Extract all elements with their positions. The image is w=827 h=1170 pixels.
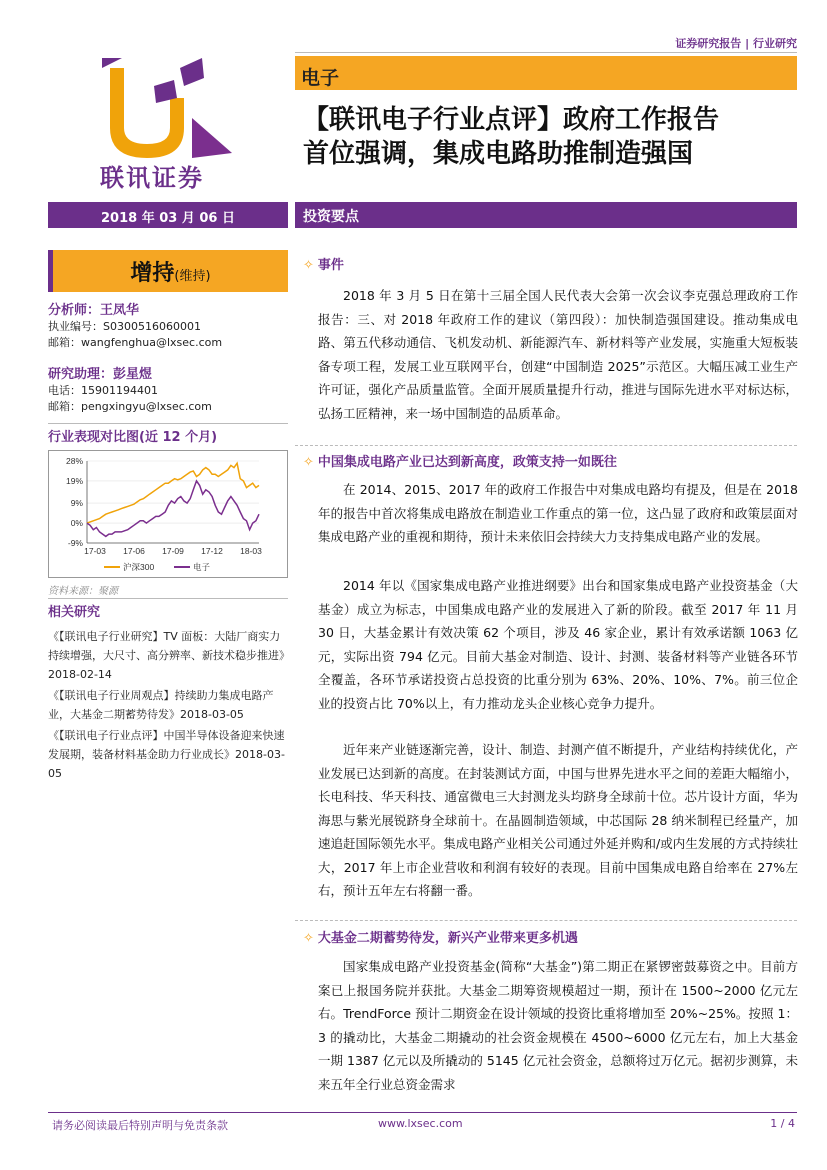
x-tick-label: 17-09 [162,546,184,556]
header-divider [295,52,797,53]
footer-disclaimer[interactable]: 请务必阅读最后特别声明与免责条款 [52,1119,228,1132]
legend-label: 沪深300 [123,562,155,572]
section-divider [295,445,797,446]
paragraph-text: 2014 年以《国家集成电路产业推进纲要》出台和国家集成电路产业投资基金（大基金）成立为标志，中国集成电路产业的发展进入了新的阶段。截至 2017 年 11 月 30 日，大基金累计有效决策 62 个项目，涉及 46 家企业，累计有效承诺额 1063 亿元，实际出资 794 亿元。目前大基金对制造、设计、封测、装备材料等产业链各环节全覆盖，各环节承诺投资占总投资的比重分别为 63%、20%、10%、7%。前三位企业的投资占比 70%以上，有力推动龙头企业核心竞争力提升。 [318,578,798,711]
x-tick-label: 18-03 [240,546,262,556]
related-research [48,605,288,785]
heading-ic-level [303,451,798,470]
analyst-email: 邮箱：wangfenghua@lxsec.com [48,336,223,349]
assistant-name: 研究助理：彭星煜 [48,367,153,382]
legend-label: 电子 [193,562,211,572]
title-line-1: 【联讯电子行业点评】政府工作报告 [303,105,720,135]
footer-website[interactable]: www.lxsec.com [378,1117,463,1130]
paragraph-text: 2018 年 3 月 5 日在第十三届全国人民代表大会第一次会议李克强总理政府工作报告：三、对 2018 年政府工作的建议（第四段）：加快制造强国建设。推动集成电路、第五代移动通信、飞机发动机、新能源汽车、新材料等产业发展，实施重大短板装备专项工程，发展工业互联网平台，创建“中国制造 2025”示范区。大幅压减工业生产许可证，强化产品质量监管。全面开展质量提升行动，推进与国际先进水平对标达标，弘扬工匠精神，来一场中国制造的品质革命。 [318,288,798,421]
report-type-tag: 证券研究报告 | 行业研究 [675,37,797,50]
paragraph [318,955,798,1096]
section-divider [295,920,797,921]
report-date: 2018 年 03 月 06 日 [48,202,288,228]
x-tick-label: 17-06 [123,546,145,556]
sidebar-divider-2 [48,598,288,599]
section-ic-level [303,451,798,470]
y-tick-label: 28% [65,456,83,466]
related-item[interactable]: 《【联讯电子行业周观点】持续助力集成电路产业，大基金二期蓄势待发》2018-03-05 [48,689,274,721]
x-tick-label: 17-03 [84,546,106,556]
footer-page-number: 1 / 4 [770,1117,795,1130]
diamond-bullet-icon: ✧ [303,931,314,946]
heading-event [303,254,798,273]
chart-source: 资料来源：聚源 [48,586,118,597]
analyst-id: 执业编号：S0300516060001 [48,320,201,333]
analyst-info [48,303,288,351]
performance-chart [48,450,288,578]
y-tick-label: 19% [65,475,83,486]
section-fund-phase2 [303,927,798,946]
analyst-name: 分析师：王凤华 [48,303,140,318]
paragraph [318,574,798,715]
related-item[interactable]: 《【联讯电子行业研究】TV 面板：大陆厂商实力持续增强，大尺寸、高分辨率、新技术稳步推进》2018-02-14 [48,630,285,681]
heading-text: 中国集成电路产业已达到新高度，政策支持一如既往 [317,455,617,470]
assistant-email: 邮箱：pengxingyu@lxsec.com [48,400,212,413]
diamond-bullet-icon: ✧ [303,258,314,273]
heading-fund-phase2 [303,927,798,946]
sidebar-divider [48,423,288,424]
assistant-phone: 电话：15901194401 [48,384,158,397]
paragraph [318,284,798,425]
y-tick-label: 9% [70,498,83,509]
sector-bar: 电子 [295,56,797,90]
related-item[interactable]: 《【联讯电子行业点评】中国半导体设备迎来快速发展期，装备材料基金助力行业成长》2018-03-05 [48,729,285,780]
logo-text: 联讯证券 [100,164,204,192]
paragraph-text: 在 2014、2015、2017 年的政府工作报告中对集成电路均有提及，但是在 2018 年的报告中首次将集成电路放在制造业工作重点的第一位，这凸显了政府和政策层面对集成电路产业的重视和期待，预计未来依旧会持续大力支持集成电路产业的发展。 [318,482,798,544]
assistant-info [48,367,288,415]
series-line-电子 [87,481,259,537]
y-tick-label: -9% [67,538,83,548]
rating-box [48,250,288,292]
heading-text: 事件 [317,258,344,273]
x-tick-label: 17-12 [201,546,223,556]
chart-title-wrap [48,430,288,446]
y-tick-label: 0% [70,518,83,529]
paragraph-text: 国家集成电路产业投资基金(简称“大基金”)第二期正在紧锣密鼓募资之中。目前方案已上报国务院并获批。大基金二期筹资规模超过一期，预计在 1500~2000 亿元左右。TrendForce 预计二期资金在设计领域的投资比重将增加至 20%~25%。按照 1：3 的撬动比，大基金二期撬动的社会资金规模在 4500~6000 亿元左右，加上大基金一期 1387 亿元以及所撬动的 5145 亿元社会资金，总额将过万亿元。据初步测算，未来五年全行业总资金需求 [318,959,798,1092]
heading-text: 大基金二期蓄势待发，新兴产业带来更多机遇 [317,931,578,946]
rating-value: 增持 [130,261,175,286]
diamond-bullet-icon: ✧ [303,455,314,470]
footer-divider [48,1112,797,1113]
rating-note: (维持) [174,269,211,284]
chart-svg [49,451,287,577]
chart-title: 行业表现对比图(近 12 个月) [48,430,218,445]
report-title [303,103,803,171]
paragraph-text: 近年来产业链逐渐完善，设计、制造、封测产值不断提升，产业结构持续优化，产业发展已达到新的高度。在封装测试方面，中国与世界先进水平之间的差距大幅缩小，长电科技、华天科技、通富微电三大封测龙头均跻身全球前十位。芯片设计方面，华为海思与紫光展锐跻身全球前十。在晶圆制造领域，中芯国际 28 纳米制程已经量产，加速追赶国际领先水平。集成电路产业相关公司通过外延并购和/或内生发展的方式持续壮大，2017 年上市企业营收和利润有较好的表现。目前中国集成电路自给率在 27%左右，预计五年左右将翻一番。 [318,742,798,898]
section-title-bar: 投资要点 [295,202,797,228]
paragraph [318,478,798,549]
title-line-2: 首位强调，集成电路助推制造强国 [303,139,694,169]
related-title: 相关研究 [48,605,101,620]
paragraph [318,738,798,903]
series-line-沪深300 [87,463,259,523]
section-event [303,254,798,273]
